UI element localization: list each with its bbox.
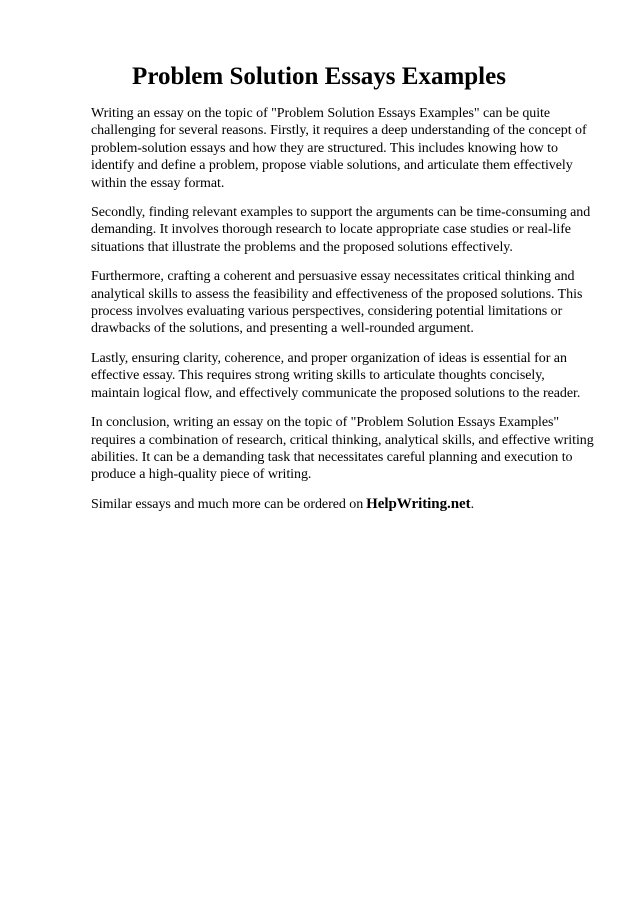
closing-line xyxy=(91,496,596,513)
paragraph-lastly: Lastly, ensuring clarity, coherence, and proper organization of ideas is essential for an effective essay. This requires strong writing skills to articulate thoughts concisely, maintain logical flow, and effectively communicate the proposed solutions to the reader. xyxy=(91,350,581,401)
paragraph-furthermore: Furthermore, crafting a coherent and persuasive essay necessitates critical thinking and analytical skills to assess the feasibility and effectiveness of the proposed solutions. This process involves evaluating various perspectives, considering potential limitations or drawbacks of the solutions, and presenting a well-rounded argument. xyxy=(91,269,583,337)
closing-period: . xyxy=(470,496,475,512)
paragraph-secondly: Secondly, finding relevant examples to support the arguments can be time-consuming and demanding. It involves thorough research to locate appropriate case studies or real-life situations that illustrate the problems and the proposed solutions effectively. xyxy=(91,205,591,255)
paragraph-conclusion: In conclusion, writing an essay on the topic of "Problem Solution Essays Examples" requires a combination of research, critical thinking, analytical skills, and effective writing abilities. It can be a demanding task that necessitates careful planning and execution to produce a high-quality piece of writing. xyxy=(91,415,594,483)
paragraph-intro: Writing an essay on the topic of "Problem Solution Essays Examples" can be quite challenging for several reasons. Firstly, it requires a deep understanding of the concept of problem-solution essays and how they are structured. This includes knowing how to identify and define a problem, propose viable solutions, and articulate them effectively within the essay format. xyxy=(91,106,587,191)
document-body xyxy=(91,105,596,525)
closing-text: Similar essays and much more can be ordered on xyxy=(91,496,364,512)
helpwriting-link[interactable]: HelpWriting.net xyxy=(366,495,471,512)
page-title: Problem Solution Essays Examples xyxy=(132,63,506,90)
